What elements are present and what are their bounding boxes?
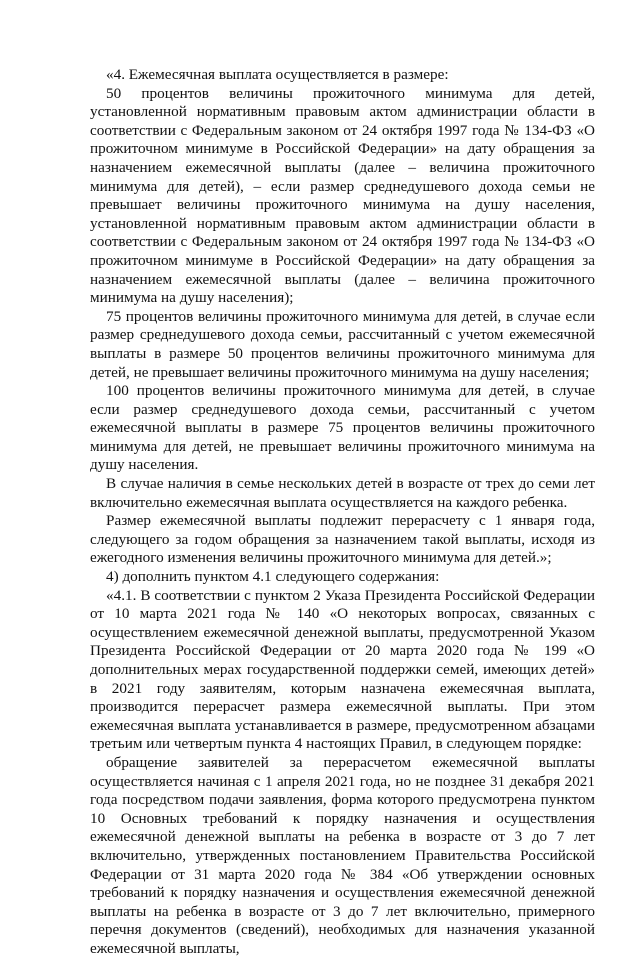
paragraph-application-order: обращение заявителей за перерасчетом ежемесячной выплаты осуществляется начиная с 1 апреля 2021 года, но не позднее 31 декабря 2021 года посредством подачи заявления, форма которого предусмотрена пунктом 10 Основных требований к порядку назначения и осуществления ежемесячной денежной выплаты на ребенка в возрасте от 3 до 7 лет включительно, утвержденных постановлением Правительства Российской Федерации от 31 марта 2020 года № 384 «Об утверждении основных требований к порядку назначения и осуществления ежемесячной денежной выплаты на ребенка в возрасте от 3 до 7 лет включительно, примерного перечня документов (сведений), необходимых для назначения указанной ежемесячной выплаты,: [90, 753, 595, 957]
paragraph-50-percent: 50 процентов величины прожиточного минимума для детей, установленной нормативным правовым актом администрации области в соответствии с Федеральным законом от 24 октября 1997 года № 134-ФЗ «О прожиточном минимуме в Российской Федерации» на дату обращения за назначением ежемесячной выплаты (далее – величина прожиточного минимума для детей), – если размер среднедушевого дохода семьи не превышает величины прожиточного минимума на душу населения, установленной нормативным правовым актом администрации области в соответствии с Федеральным законом от 24 октября 1997 года № 134-ФЗ «О прожиточном минимуме в Российской Федерации» на дату обращения за назначением ежемесячной выплаты (далее – величина прожиточного минимума на душу населения);: [90, 84, 595, 307]
paragraph-recalculation: Размер ежемесячной выплаты подлежит перерасчету с 1 января года, следующего за годом обращения за назначением такой выплаты, исходя из ежегодного изменения величины прожиточного минимума для детей.»;: [90, 512, 595, 567]
paragraph-several-children: В случае наличия в семье нескольких детей в возрасте от трех до семи лет включительно ежемесячная выплата осуществляется на каждого ребенка.: [90, 475, 595, 511]
paragraph-100-percent: 100 процентов величины прожиточного минимума для детей, в случае если размер среднедушевого дохода семьи, рассчитанный с учетом ежемесячной выплаты в размере 75 процентов величины прожиточного минимума для детей, не превышает величины прожиточного минимума на душу населения.: [90, 382, 595, 474]
document-page: [90, 66, 595, 959]
paragraph-amendment-4: 4) дополнить пунктом 4.1 следующего содержания:: [106, 568, 440, 586]
paragraph-item-4-1: «4.1. В соответствии с пунктом 2 Указа Президента Российской Федерации от 10 марта 2021 года № 140 «О некоторых вопросах, связанных с осуществлением ежемесячной денежной выплаты, предусмотренной Указом Президента Российской Федерации от 20 марта 2020 года № 199 «О дополнительных мерах государственной поддержки семей, имеющих детей» в 2021 году заявителям, которым назначена ежемесячная выплата, производится перерасчет размера ежемесячной выплаты. При этом ежемесячная выплата устанавливается в размере, предусмотренном абзацами третьим или четвертым пункта 4 настоящих Правил, в следующем порядке:: [90, 586, 595, 753]
paragraph-item-4-heading: «4. Ежемесячная выплата осуществляется в размере:: [106, 66, 449, 83]
paragraph-75-percent: 75 процентов величины прожиточного минимума для детей, в случае если размер среднедушевого дохода семьи, рассчитанный с учетом ежемесячной выплаты в размере 50 процентов величины прожиточного минимума для детей, не превышает величины прожиточного минимума на душу населения;: [90, 307, 595, 381]
